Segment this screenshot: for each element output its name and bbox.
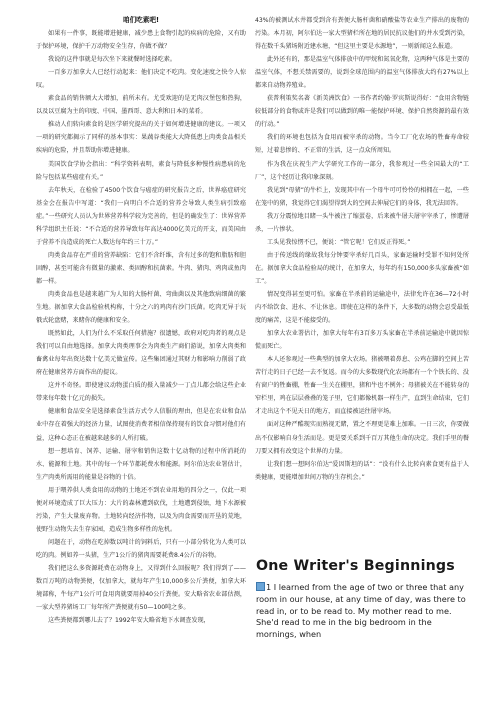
paragraph: 健康和食品安全是选择素食生活方式令人信服的理由，但是在农业和食品业中存在着强大的经济力量，试图使消费者相信保持现有的饮食习惯对他们有益，这种心态正在被越来越多的人所打破。 bbox=[36, 408, 246, 442]
paragraph: 这并不奇怪。即使建议动物蛋白质的摄入量减少一丁点儿都会给这些企业带来每年数十亿元的损失。 bbox=[36, 382, 246, 403]
document-icon bbox=[256, 582, 265, 591]
paragraph: 此外还有的，那是温室气体排放中的甲烷和氮氧化物，这两种气体是主要的温室气体，不想关禁需要的，说到全球范围内的温室气体排放大约有27%以上都来自动物养殖业。 bbox=[255, 56, 469, 90]
paragraph: 如果有一件事，既能增进健康，减少患上食物引起的疾病的危险，又有助于保护环境，保护千万动物安全生存，你做不做？ bbox=[36, 30, 246, 51]
paragraph: 肉类食品也是越来越广为人知的大肠杆菌、弯曲菌以及其他致病细菌的繁生地。据加拿大食品检验机构称，十分之六的鸡肉有沙门氏菌。吃肉无异于玩俄式轮盘赌，来赌你的健康和安全。 bbox=[36, 290, 246, 325]
paragraph: 肉类食品存在严重的营养缺陷：它们不含纤维，含有过多的饱和脂肪和胆固醇，甚至可能含有微量的激素、类固醇和抗菌素。牛肉、猪肉、鸡肉或鱼肉都一样。 bbox=[36, 251, 246, 285]
english-section-body bbox=[256, 582, 474, 641]
left-paragraphs bbox=[36, 27, 246, 627]
paragraph: 我们把这么多资源耗费在动物身上，又得到什么回报呢？我们得到了——数百万吨的动物粪便，仅加拿大，就每年产生10,000多公斤粪便，加拿大环境部称，牛每产1公斤可食用肉就要用掉40公斤粪便。安大略省农业部估测，一家大型养猪场工厂每年所产粪便就有50—100吨之多。 bbox=[36, 564, 246, 612]
paragraph: 想一想培育、饲养、运输、屠宰和销售这数十亿动物的过程中所消耗的水、能源和土地。其中的每一个环节都耗费水和能源。阿尔伯达农业署估计，生产肉类所需用的能量是谷物的十倍。 bbox=[36, 447, 246, 481]
paragraph: 用于喂养供人类食用的动物的土地还不到农业用地的四分之一，仅此一项便对环境造成了巨大压力：大片的森林遭到砍伐，土地遭到侵蚀，地下水源被污染，产生大量废弃物。土地转向经济作物，以及为肉食需要而开垦的荒地，使野生动物失去生存家园，造成生物多样性的危机。 bbox=[36, 486, 246, 533]
paragraph: 我们的环境也包括为食用而被宰杀的动物。当今工厂化农场的牲畜寿命较短，过着悲惨的、不正常的生活，这一点众所周知。 bbox=[255, 134, 469, 155]
paragraph: 既然如此，人们为什么不采取任何措施？很遗憾，政府对吃肉者的观点是我们可以自由地选择。加拿大肉类理事会为肉类生产商们游说，加拿大肉类和畜禽业每年出资达数十亿美元做宣传。这些集团通过其财力和影响力削弱了政府在健康营养方面作出的提议。 bbox=[36, 330, 246, 377]
paragraph: 面对这种严酷现实而熟视无睹，置之不理更是难上加难。一日三次，你要做出不仅影响自身生活而是。更是要关系到千百万其他生命的决定。我们手里的餐刀要又拥有改变这个世界的力量。 bbox=[255, 421, 469, 455]
paragraph: 让我们想一想阿尔伯达“爱因斯坦的话”：“没有什么比转向素食更有益于人类健康，更能增加世间万物的生存机会。” bbox=[255, 460, 469, 481]
paragraph: 这些粪便都到哪儿去了？1992年安大略省地下水调查发现， bbox=[48, 617, 210, 625]
paragraph: 由于传送线的缘故我每分钟要宰杀好几百头，家畜运输时受罪不知何处所在。据加拿大食品检验局的统计，在加拿大，每年约有150,000多头家畜被“如工”。 bbox=[255, 251, 469, 285]
paragraph: 作为我在庆祝生产大学研究工作的一部分，我参观过一些全国最大的“工厂”，这个经历让我印象深刻。 bbox=[255, 160, 469, 181]
paragraph: 问题在于，动物在吃掉数以吨计的饲料后，只有一小部分转化为人类可以吃的肉。例如养一头猪，生产1公斤的猪肉需要耗费8.4公斤的谷物。 bbox=[36, 538, 246, 559]
right-column bbox=[255, 14, 469, 484]
paragraph: 43%的被测试水井都受到含有粪便大肠杆菌和硝酸盐等农业生产排出的废物的污染。本月初，阿尔伯达一家大型猪栏所在地的居民抗议他们的井水受到污染，得在数千头猪场附近建水塘，“但这里主要是水源地”，一则新闻这么报道。 bbox=[255, 17, 469, 51]
paragraph: 获普利策奖名著《新美洲饮食》一书作者约翰·罗宾斯说得好：“食用含物链较低部分的食物或许是我们可以做到的唯一能保护环境、保护自然资源的最有效的行动。” bbox=[255, 95, 469, 129]
paragraph: 我见到“母猪”的牛栏上，发现其中有一个母牛可可怜怜的相拥在一起，一些在笼中的猪，我觉得它们渴望得到大的空间去伸展它们的身体，我无法回答。 bbox=[255, 186, 469, 207]
paragraph: 我说的这件事就是每次坐下来就餐时选择吃素。 bbox=[48, 56, 176, 64]
english-section-title: One Writer's Beginnings bbox=[256, 558, 455, 574]
paragraph: 加拿大农业署估计，加拿大每年有3百多万头家畜在半杀前运输途中就因惊慌而死亡。 bbox=[255, 330, 469, 351]
paragraph: 一百多万加拿大人已经行动起来：他们决定不吃肉。变化速度之快令人惊叹。 bbox=[36, 69, 246, 90]
paragraph: 本人还参观过一些典型的加拿大农场。猪被喂着鼻息、公鸡在脚的空间上苦苦行走的日子已经一去不复返。而今的大多数现代化农场都有一个个铁长的、没有窗户的牲畜棚，牲畜一生关在棚里，猪和牛也不例外；母猪被关在不能转身的窄栏里，鸡在层层叠叠的笼子里，它们都像机器一样生产，直到生命结束，它们才走出这个不见天日的地方，而直接被运往屠宰场。 bbox=[255, 356, 469, 416]
article-title: 咱们吃素吧! bbox=[123, 16, 159, 24]
paragraph: 推动人们转向素食的是医学研究提出的关于如何增进健康的建议。一项又一项的研究都揭示了同样的基本事实：果蔬谷类能大大降低患上肉类食品相关疾病的危险，并且帮助你增进健康。 bbox=[36, 121, 246, 155]
paragraph: 素食品的销售额大大增加，前所未有。尤受欢迎的是无肉汉堡包和热狗，以及以豆腐为主的印度、中国、墨西哥、意大利和日本的菜肴。 bbox=[36, 95, 246, 116]
paragraph: 去年秋天，在检验了4500个饮食与癌症的研究报告之后，世界癌症研究基金会在报告中写道：“我们一向明白不合适的营养会导致人类生病引致癌症。”一些研究人员认为世界营养科学较为完善的，但是的确发生了：世界营养科学组织主任说：“不合适的营养导致每年高达4000亿美元的开支，而美国由于营养不良造成的死亡人数达每年约三十万。” bbox=[36, 186, 246, 246]
paragraph: 工头见我惊愣不已，便说：“管它呢！它们反正得死。” bbox=[267, 238, 411, 246]
english-paragraph: 1 I learned from the age of two or three that any room in our house, at any time of day, was there to read in, or to be read to. My mother read to me. She'd read to me in the big bedroom in the mornings, when bbox=[256, 582, 466, 640]
paragraph: 情况变得甚至更可怕。家畜在半杀前的运输途中，法律允许在36—72小时内不给饮食、进水、不让休息。即使在这样的条件下，大多数的动物会忍受最低度的痛苦，这是不能接受的。 bbox=[255, 290, 469, 325]
paragraph: 美国饮食学协会指出：“科学资料表明，素食与降低多种慢性病患病的危险与包括某些癌症有关。” bbox=[36, 160, 246, 181]
left-column bbox=[36, 14, 246, 627]
paragraph: 我万分震惊地目睹一头牛被注了缩蛋卷，后来被牛屠夫屠宰宰杀了，惨遭屠杀，一片惨状。 bbox=[255, 212, 469, 233]
right-paragraphs bbox=[255, 14, 469, 484]
